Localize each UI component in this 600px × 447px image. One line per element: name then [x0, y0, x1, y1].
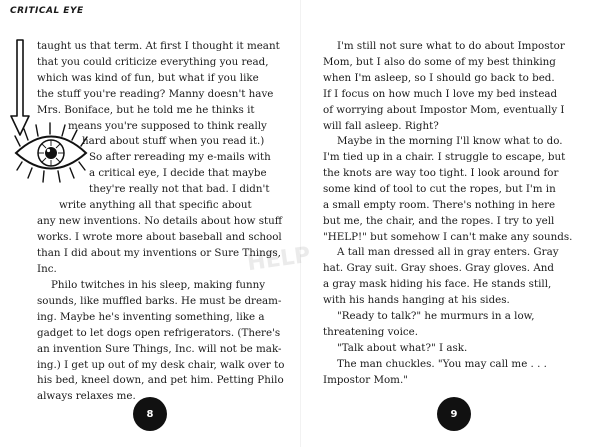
- text-line: which was kind of fun, but what if you like: [37, 71, 259, 84]
- right-paragraph-1: [323, 39, 578, 150]
- text-line: Inc.: [37, 262, 57, 275]
- text-line: If I focus on how much I love my bed instead: [323, 87, 558, 100]
- text-line: The man chuckles. "You may call me . . .: [337, 357, 547, 370]
- text-line: a small empty room. There's nothing in here: [323, 198, 556, 211]
- right-page: [300, 0, 600, 447]
- text-line: A tall man dressed all in gray enters. Gray: [337, 246, 559, 259]
- text-line: Maybe in the morning I'll know what to do.: [337, 135, 563, 148]
- text-line: that you could criticize everything you read,: [37, 55, 269, 68]
- watermark-text: HELP: [245, 242, 313, 277]
- text-line: Philo twitches in his sleep, making funny: [51, 279, 266, 291]
- text-line: Mrs. Boniface, but he told me he thinks it: [37, 103, 255, 116]
- text-line: Mom, but I also do some of my best thinking: [323, 55, 556, 68]
- text-line: the knots are way too tight. I look around for: [323, 166, 559, 179]
- text-line: always relaxes me.: [37, 390, 136, 403]
- left-paragraph-1: [37, 39, 285, 278]
- text-line: works. I wrote more about baseball and school: [37, 230, 282, 243]
- text-line: ing.) I get up out of my desk chair, walk over to: [37, 358, 285, 371]
- text-line: but me, the chair, and the ropes. I try to yell: [323, 214, 555, 227]
- text-line: with his hands hanging at his sides.: [323, 294, 510, 307]
- text-line: than I did about my inventions or Sure Things,: [37, 246, 281, 259]
- running-header: CRITICAL EYE: [10, 6, 84, 16]
- text-line: threatening voice.: [323, 325, 419, 338]
- text-line: "Ready to talk?" he murmurs in a low,: [337, 310, 535, 323]
- text-line: will fall asleep. Right?: [323, 119, 439, 132]
- text-line: Impostor Mom.": [323, 373, 408, 386]
- text-line: a gray mask hiding his face. He stands still,: [323, 278, 552, 291]
- text-line: his bed, kneel down, and pet him. Petting Philo: [37, 374, 284, 387]
- text-line: of worrying about Impostor Mom, eventually I: [323, 103, 565, 116]
- text-line: the stuff you're reading? Manny doesn't have: [37, 87, 274, 100]
- text-line: means you're supposed to think really: [68, 119, 267, 132]
- left-paragraph-2: [37, 278, 285, 405]
- text-line: some kind of tool to cut the ropes, but I'm in: [323, 182, 556, 195]
- page-number-badge: 8: [133, 397, 167, 431]
- text-line: gadget to let dogs open refrigerators. (There's: [37, 326, 281, 339]
- text-line: ing. Maybe he's inventing something, like a: [37, 310, 265, 323]
- text-line: I'm tied up in a chair. I struggle to escape, but: [323, 151, 566, 163]
- text-line: "Talk about what?" I ask.: [337, 341, 468, 354]
- page-number-badge: 9: [437, 397, 471, 431]
- right-paragraph-2: [323, 150, 578, 389]
- text-line: they're really not that bad. I didn't: [89, 183, 270, 196]
- text-line: sounds, like muffled barks. He must be dream-: [37, 294, 282, 307]
- text-line: I'm still not sure what to do about Impostor: [337, 40, 565, 52]
- text-line: So after rereading my e-mails with: [89, 151, 271, 164]
- text-line: a critical eye, I decide that maybe: [89, 167, 267, 180]
- text-line: when I'm asleep, so I should go back to bed.: [323, 71, 555, 84]
- text-line: an invention Sure Things, Inc. will not be mak-: [37, 342, 282, 355]
- text-line: any new inventions. No details about how stuff: [37, 214, 283, 227]
- text-line: hard about stuff when you read it.): [82, 135, 265, 148]
- text-line: taught us that term. At first I thought it meant: [37, 40, 280, 52]
- text-line: hat. Gray suit. Gray shoes. Gray gloves. And: [323, 262, 555, 275]
- text-line: "HELP!" but somehow I can't make any sounds.: [323, 230, 573, 243]
- text-line: write anything all that specific about: [59, 199, 252, 212]
